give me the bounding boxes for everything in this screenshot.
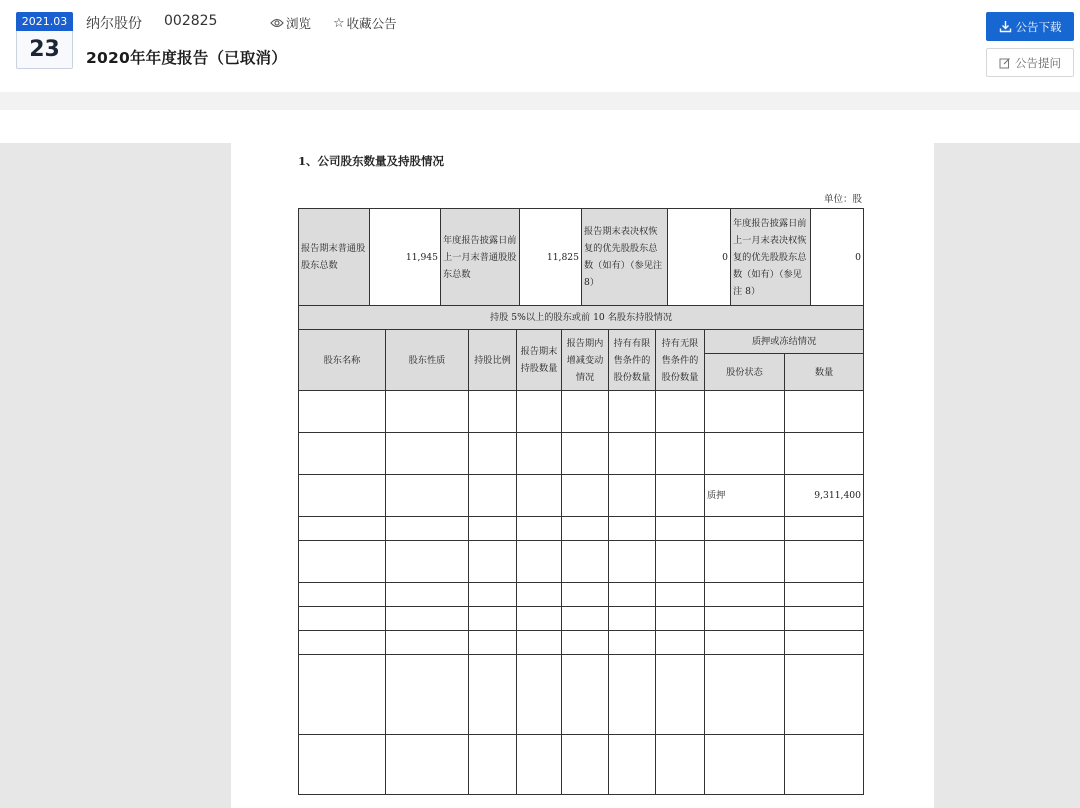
col-holder-name: 股东名称 xyxy=(299,330,386,391)
table-row xyxy=(299,583,864,607)
pledge-state-cell xyxy=(705,607,785,631)
pledge-state-cell: 质押 xyxy=(705,475,785,517)
col-period-end-qty: 报告期末持股数量 xyxy=(517,330,562,391)
col-pledge-qty: 数量 xyxy=(785,354,864,391)
pledge-qty-cell xyxy=(785,631,864,655)
prior-month-preferred-value: 0 xyxy=(811,209,864,306)
col-pledge-group: 质押或冻结情况 xyxy=(705,330,864,354)
pledge-state-cell xyxy=(705,391,785,433)
date-day: 23 xyxy=(29,37,60,62)
stock-code[interactable]: 002825 xyxy=(164,13,218,29)
table-row xyxy=(299,517,864,541)
col-period-change: 报告期内增减变动情况 xyxy=(562,330,609,391)
col-unrestricted-shares: 持有无限售条件的股份数量 xyxy=(656,330,705,391)
pledge-qty-cell xyxy=(785,583,864,607)
pledge-qty-cell xyxy=(785,607,864,631)
date-year-month: 2021.03 xyxy=(16,12,73,31)
col-holding-ratio: 持股比例 xyxy=(469,330,517,391)
browse-label: 浏览 xyxy=(286,16,312,31)
pledge-qty-cell xyxy=(785,655,864,735)
ask-question-button[interactable] xyxy=(986,48,1074,77)
pledge-state-cell xyxy=(705,631,785,655)
table-row xyxy=(299,475,864,517)
pledge-state-cell xyxy=(705,433,785,475)
prior-month-holders-label: 年度报告披露日前上一月末普通股股东总数 xyxy=(441,209,520,306)
common-holders-value: 11,945 xyxy=(370,209,441,306)
document-page xyxy=(231,143,934,808)
table-row xyxy=(299,391,864,433)
preferred-holders-label: 报告期末表决权恢复的优先股股东总数（如有）（参见注 8） xyxy=(582,209,668,306)
download-icon xyxy=(999,20,1012,33)
pledge-state-cell xyxy=(705,655,785,735)
eye-icon xyxy=(270,17,284,29)
pledge-qty-cell xyxy=(785,517,864,541)
col-holder-nature: 股东性质 xyxy=(386,330,469,391)
announcement-header xyxy=(0,0,1080,92)
top-holders-table xyxy=(298,305,864,795)
col-pledge-state: 股份状态 xyxy=(705,354,785,391)
table-row xyxy=(299,631,864,655)
header-divider xyxy=(0,92,1080,110)
browse-link[interactable] xyxy=(270,14,311,32)
favorite-label: 收藏公告 xyxy=(346,16,397,31)
pledge-qty-cell xyxy=(785,391,864,433)
table-row xyxy=(299,655,864,735)
pledge-qty-cell: 9,311,400 xyxy=(785,475,864,517)
col-restricted-shares: 持有有限售条件的股份数量 xyxy=(609,330,656,391)
download-label: 公告下载 xyxy=(1015,19,1062,34)
pledge-qty-cell xyxy=(785,433,864,475)
edit-icon xyxy=(999,57,1011,69)
download-button[interactable] xyxy=(986,12,1074,41)
favorite-link[interactable] xyxy=(333,14,397,32)
prior-month-holders-value: 11,825 xyxy=(520,209,582,306)
table-row xyxy=(299,433,864,475)
shareholder-count-table xyxy=(298,208,864,306)
ask-label: 公告提问 xyxy=(1015,55,1061,70)
pledge-state-cell xyxy=(705,583,785,607)
viewer-top-band xyxy=(0,110,1080,143)
stock-name[interactable]: 纳尔股份 xyxy=(86,16,142,32)
pledge-qty-cell xyxy=(785,735,864,795)
pledge-qty-cell xyxy=(785,541,864,583)
common-holders-label: 报告期末普通股股东总数 xyxy=(299,209,370,306)
table-row xyxy=(299,541,864,583)
pledge-state-cell xyxy=(705,541,785,583)
prior-month-preferred-label: 年度报告披露日前上一月末表决权恢复的优先股股东总数（如有）（参见注 8） xyxy=(731,209,811,306)
holders-caption: 持股 5%以上的股东或前 10 名股东持股情况 xyxy=(299,306,864,330)
pledge-state-cell xyxy=(705,735,785,795)
pledge-state-cell xyxy=(705,517,785,541)
unit-label: 单位：股 xyxy=(824,194,863,205)
section-heading: 1、公司股东数量及持股情况 xyxy=(298,154,445,168)
preferred-holders-value: 0 xyxy=(668,209,731,306)
date-badge xyxy=(16,12,73,69)
star-icon: ☆ xyxy=(333,15,345,31)
table-row xyxy=(299,735,864,795)
page-title: 2020年年度报告（已取消） xyxy=(86,49,287,67)
table-row xyxy=(299,607,864,631)
